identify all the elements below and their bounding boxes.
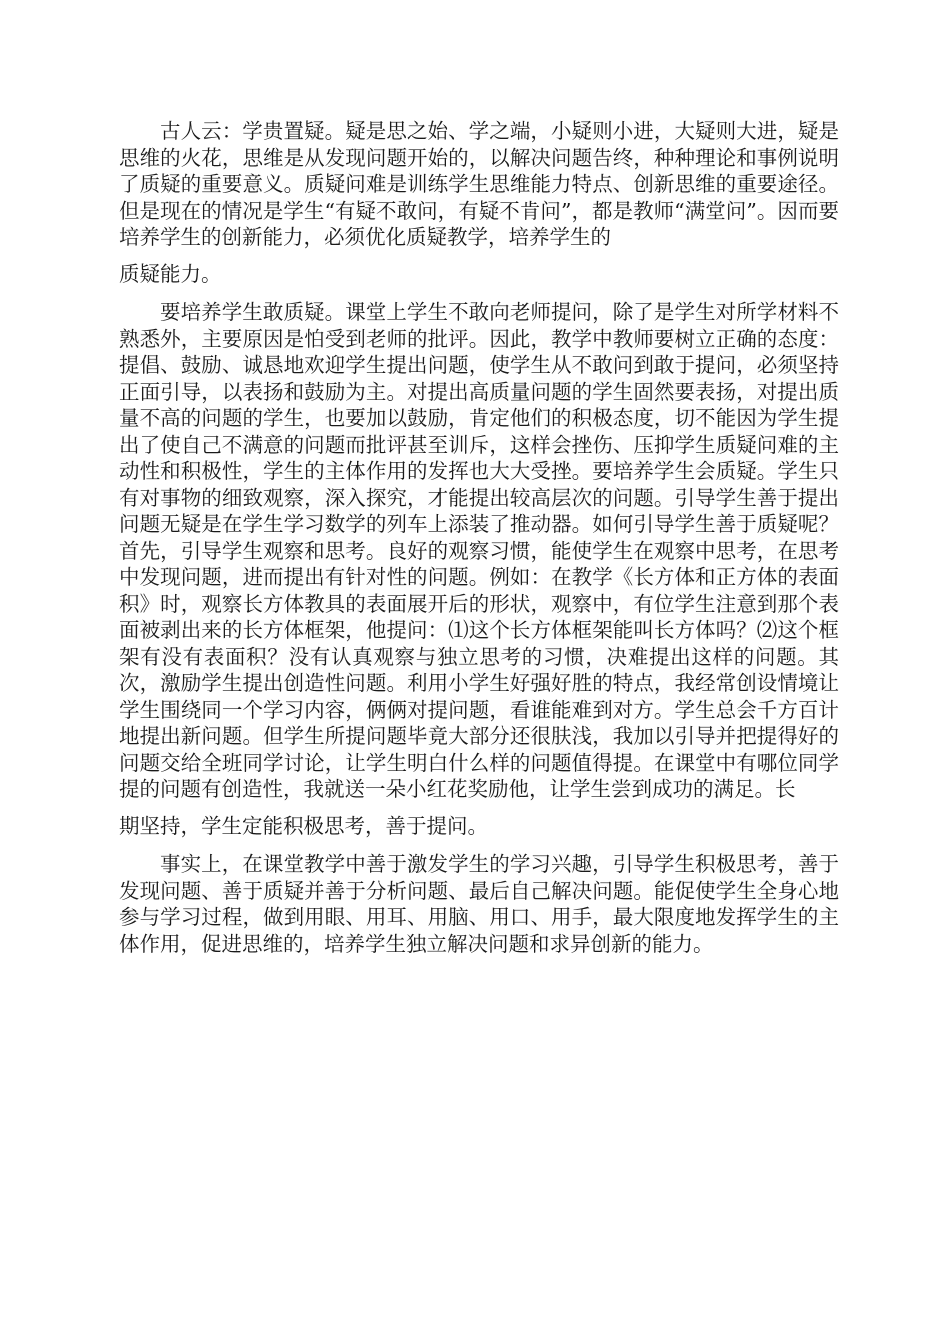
paragraph-1-tail: 质疑能力。 <box>119 261 222 286</box>
paragraph-1 <box>119 118 839 287</box>
paragraph-2-tail: 期坚持，学生定能积极思考，善于提问。 <box>119 813 488 838</box>
paragraph-1-body: 古人云：学贵置疑。疑是思之始、学之端，小疑则小进，大疑则大进，疑是思维的火花，思维是从发现问题开始的，以解决问题告终，种种理论和事例说明了质疑的重要意义。质疑问难是训练学生思维能力特点、创新思维的重要途径。但是现在的情况是学生“有疑不敢问，有疑不肯问”，都是教师“满堂问”。因而要培养学生的创新能力，必须优化质疑教学，培养学生的 <box>119 119 839 249</box>
paragraph-2 <box>119 299 839 839</box>
paragraph-3-body: 事实上，在课堂教学中善于激发学生的学习兴趣，引导学生积极思考，善于发现问题、善于质疑并善于分析问题、最后自己解决问题。能促使学生全身心地参与学习过程，做到用眼、用耳、用脑、用口、用手，最大限度地发挥学生的主体作用，促进思维的，培养学生独立解决问题和求异创新的能力。 <box>119 852 839 956</box>
paragraph-2-body: 要培养学生敢质疑。课堂上学生不敢向老师提问，除了是学生对所学材料不熟悉外，主要原因是怕受到老师的批评。因此，教学中教师要树立正确的态度：提倡、鼓励、诚恳地欢迎学生提出问题，使学生从不敢问到敢于提问，必须坚持正面引导，以表扬和鼓励为主。对提出高质量问题的学生固然要表扬，对提出质量不高的问题的学生，也要加以鼓励，肯定他们的积极态度，切不能因为学生提出了使自己不满意的问题而批评甚至训斥，这样会挫伤、压抑学生质疑问难的主动性和积极性，学生的主体作用的发挥也大大受挫。要培养学生会质疑。学生只有对事物的细致观察，深入探究，才能提出较高层次的问题。引导学生善于提出问题无疑是在学生学习数学的列车上添装了推动器。如何引导学生善于质疑呢？首先，引导学生观察和思考。良好的观察习惯，能使学生在观察中思考，在思考中发现问题，进而提出有针对性的问题。例如：在教学《长方体和正方体的表面积》时，观察长方体教具的表面展开后的形状，观察中，有位学生注意到那个表面被剥出来的长方体框架，他提问：⑴这个长方体框架能叫长方体吗？⑵这个框架有没有表面积？没有认真观察与独立思考的习惯，决难提出这样的问题。其次，激励学生提出创造性问题。利用小学生好强好胜的特点，我经常创设情境让学生围绕同一个学习内容，俩俩对提问题，看谁能难到对方。学生总会千方百计地提出新问题。但学生所提问题毕竟大部分还很肤浅，我加以引导并把提得好的问题交给全班同学讨论，让学生明白什么样的问题值得提。在课堂中有哪位同学提的问题有创造性，我就送一朵小红花奖励他，让学生尝到成功的满足。长 <box>119 300 839 801</box>
paragraph-3 <box>119 851 839 957</box>
document-body <box>119 118 839 957</box>
